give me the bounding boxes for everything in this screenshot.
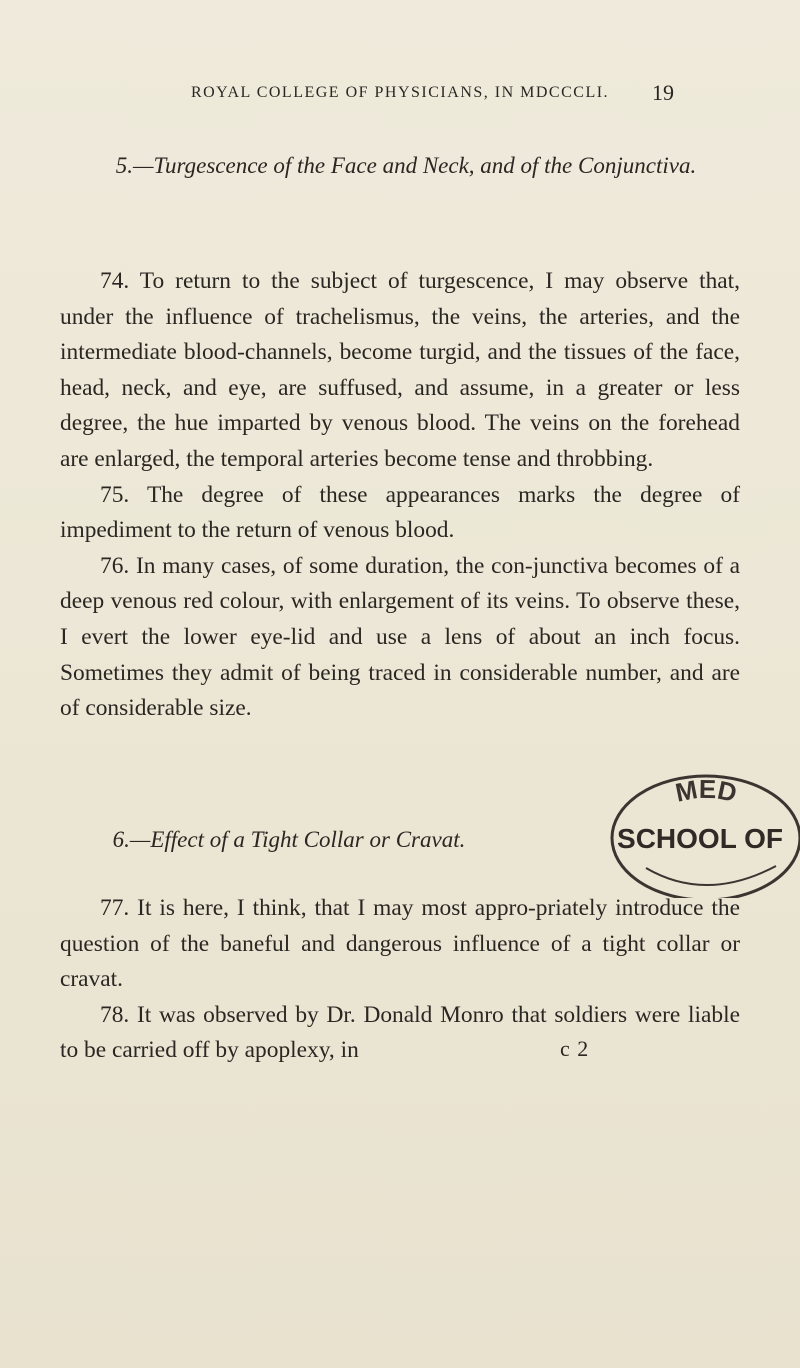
stamp-lower-arc bbox=[646, 866, 776, 885]
stamp-text-middle: SCHOOL OF bbox=[617, 823, 783, 854]
paragraph-76: 76. In many cases, of some duration, the con-junctiva becomes of a deep venous red colour, with enlargement of its veins. To observe these, I evert the lower eye-lid and use a lens of about an inch focus. Sometimes they admit of being traced in considerable number, and are of considerable size. bbox=[60, 552, 740, 722]
signature-mark: c 2 bbox=[560, 1036, 590, 1061]
paragraph-78: 78. It was observed by Dr. Donald Monro that soldiers were liable to be carried off by apoplexy, in bbox=[60, 1001, 740, 1064]
running-head: ROYAL COLLEGE OF PHYSICIANS, IN MDCCCLI. bbox=[190, 84, 610, 101]
page-number: 19 bbox=[652, 80, 674, 105]
paragraph-75: 75. The degree of these appearances marks the degree of impediment to the return of venous blood. bbox=[60, 481, 740, 544]
text-block-section-6 bbox=[60, 891, 740, 1069]
section-heading-tight-collar: 6.—Effect of a Tight Collar or Cravat. bbox=[112, 827, 466, 852]
section-heading-turgescence: 5.—Turgescence of the Face and Neck, and of the Conjunctiva. bbox=[115, 153, 697, 178]
paragraph-77: 77. It is here, I think, that I may most appro-priately introduce the question of the baneful and dangerous influence of a tight collar or cravat. bbox=[60, 895, 740, 993]
paragraph-74: 74. To return to the subject of turgescence, I may observe that, under the influence of trachelismus, the veins, the arteries, and the intermediate blood-channels, become turgid, and the tissues of the face, head, neck, and eye, are suffused, and assume, in a greater or less degree, the hue imparted by venous blood. The veins on the forehead are enlarged, the temporal arteries become tense and throbbing. bbox=[60, 268, 740, 472]
stamp-text-top: MED bbox=[672, 773, 740, 808]
text-block-section-5 bbox=[60, 264, 740, 727]
library-stamp bbox=[606, 768, 800, 898]
